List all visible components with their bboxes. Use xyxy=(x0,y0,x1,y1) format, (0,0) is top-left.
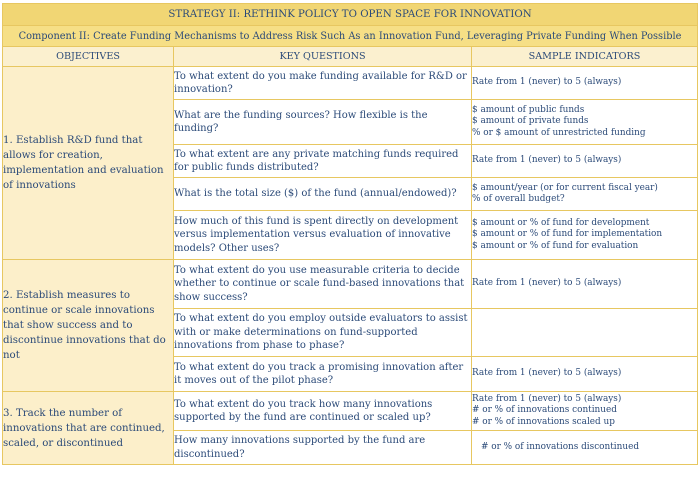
objective-3: 3. Track the number of innovations that are continued, scaled, or discontinued xyxy=(3,392,174,465)
key-question: To what extent are any private matching funds required for public funds distributed? xyxy=(174,145,472,178)
indicator-line: $ amount or % of fund for implementation xyxy=(472,229,663,240)
key-question: What are the funding sources? How flexible is the funding? xyxy=(174,100,472,145)
indicator-cell xyxy=(472,357,698,392)
indicator-line: Rate from 1 (never) to 5 (always) xyxy=(472,155,622,166)
header-objectives: OBJECTIVES xyxy=(3,47,174,67)
key-question: How many innovations supported by the fund are discontinued? xyxy=(174,431,472,465)
indicator-line: Rate from 1 (never) to 5 (always) xyxy=(472,278,622,289)
indicator-line: % of overall budget? xyxy=(472,194,565,204)
indicator-table xyxy=(2,3,698,465)
table-row xyxy=(3,67,698,100)
indicator-line: Rate from 1 (never) to 5 (always) xyxy=(472,368,622,379)
component-title: Component II: Create Funding Mechanisms to Address Risk Such As an Innovation Fund, Leveraging Private Funding When Possible xyxy=(3,26,698,47)
indicator-line: $ amount or % of fund for development xyxy=(472,217,650,228)
indicator-cell xyxy=(472,67,698,100)
indicator-line: # or % of innovations scaled up xyxy=(472,416,615,427)
key-question: To what extent do you make funding available for R&D or innovation? xyxy=(174,67,472,100)
strategy-title: STRATEGY II: RETHINK POLICY TO OPEN SPACE FOR INNOVATION xyxy=(3,4,698,26)
indicator-line: $ amount/year (or for current fiscal year) xyxy=(472,182,658,193)
indicator-cell xyxy=(472,392,698,431)
indicator-cell xyxy=(472,431,698,465)
indicator-line: Rate from 1 (never) to 5 (always) xyxy=(472,77,622,88)
objective-1: 1. Establish R&D fund that allows for creation, implementation and evaluation of innovations xyxy=(3,67,174,260)
indicator-line: Rate from 1 (never) to 5 (always) xyxy=(472,393,622,404)
key-question: To what extent do you use measurable criteria to decide whether to continue or scale fund-based innovations that show success? xyxy=(174,260,472,309)
indicator-line: # or % of innovations discontinued xyxy=(481,441,639,452)
key-question: To what extent do you track a promising innovation after it moves out of the pilot phase? xyxy=(174,357,472,392)
indicator-cell xyxy=(472,309,698,357)
objective-2: 2. Establish measures to continue or scale innovations that show success and to discontinue innovations that do not xyxy=(3,260,174,392)
indicator-cell xyxy=(472,178,698,211)
indicator-line: $ amount of public funds xyxy=(472,104,585,115)
header-sample-indicators: SAMPLE INDICATORS xyxy=(472,47,698,67)
indicator-cell xyxy=(472,211,698,260)
indicator-cell xyxy=(472,260,698,309)
indicator-line: $ amount or % of fund for evaluation xyxy=(472,240,639,251)
indicator-line: % or $ amount of unrestricted funding xyxy=(472,127,646,138)
key-question: How much of this fund is spent directly on development versus implementation versus evaluation of innovative models? Other uses? xyxy=(174,211,472,260)
key-question: To what extent do you employ outside evaluators to assist with or make determinations on fund-supported innovations from phase to phase? xyxy=(174,309,472,357)
key-question: What is the total size ($) of the fund (annual/endowed)? xyxy=(174,178,472,211)
header-key-questions: KEY QUESTIONS xyxy=(174,47,472,67)
table-row xyxy=(3,260,698,309)
indicator-cell xyxy=(472,100,698,145)
key-question: To what extent do you track how many innovations supported by the fund are continued or scaled up? xyxy=(174,392,472,431)
table-row xyxy=(3,392,698,431)
indicator-line: # or % of innovations continued xyxy=(472,405,617,416)
indicator-line: $ amount of private funds xyxy=(472,116,589,127)
indicator-cell xyxy=(472,145,698,178)
